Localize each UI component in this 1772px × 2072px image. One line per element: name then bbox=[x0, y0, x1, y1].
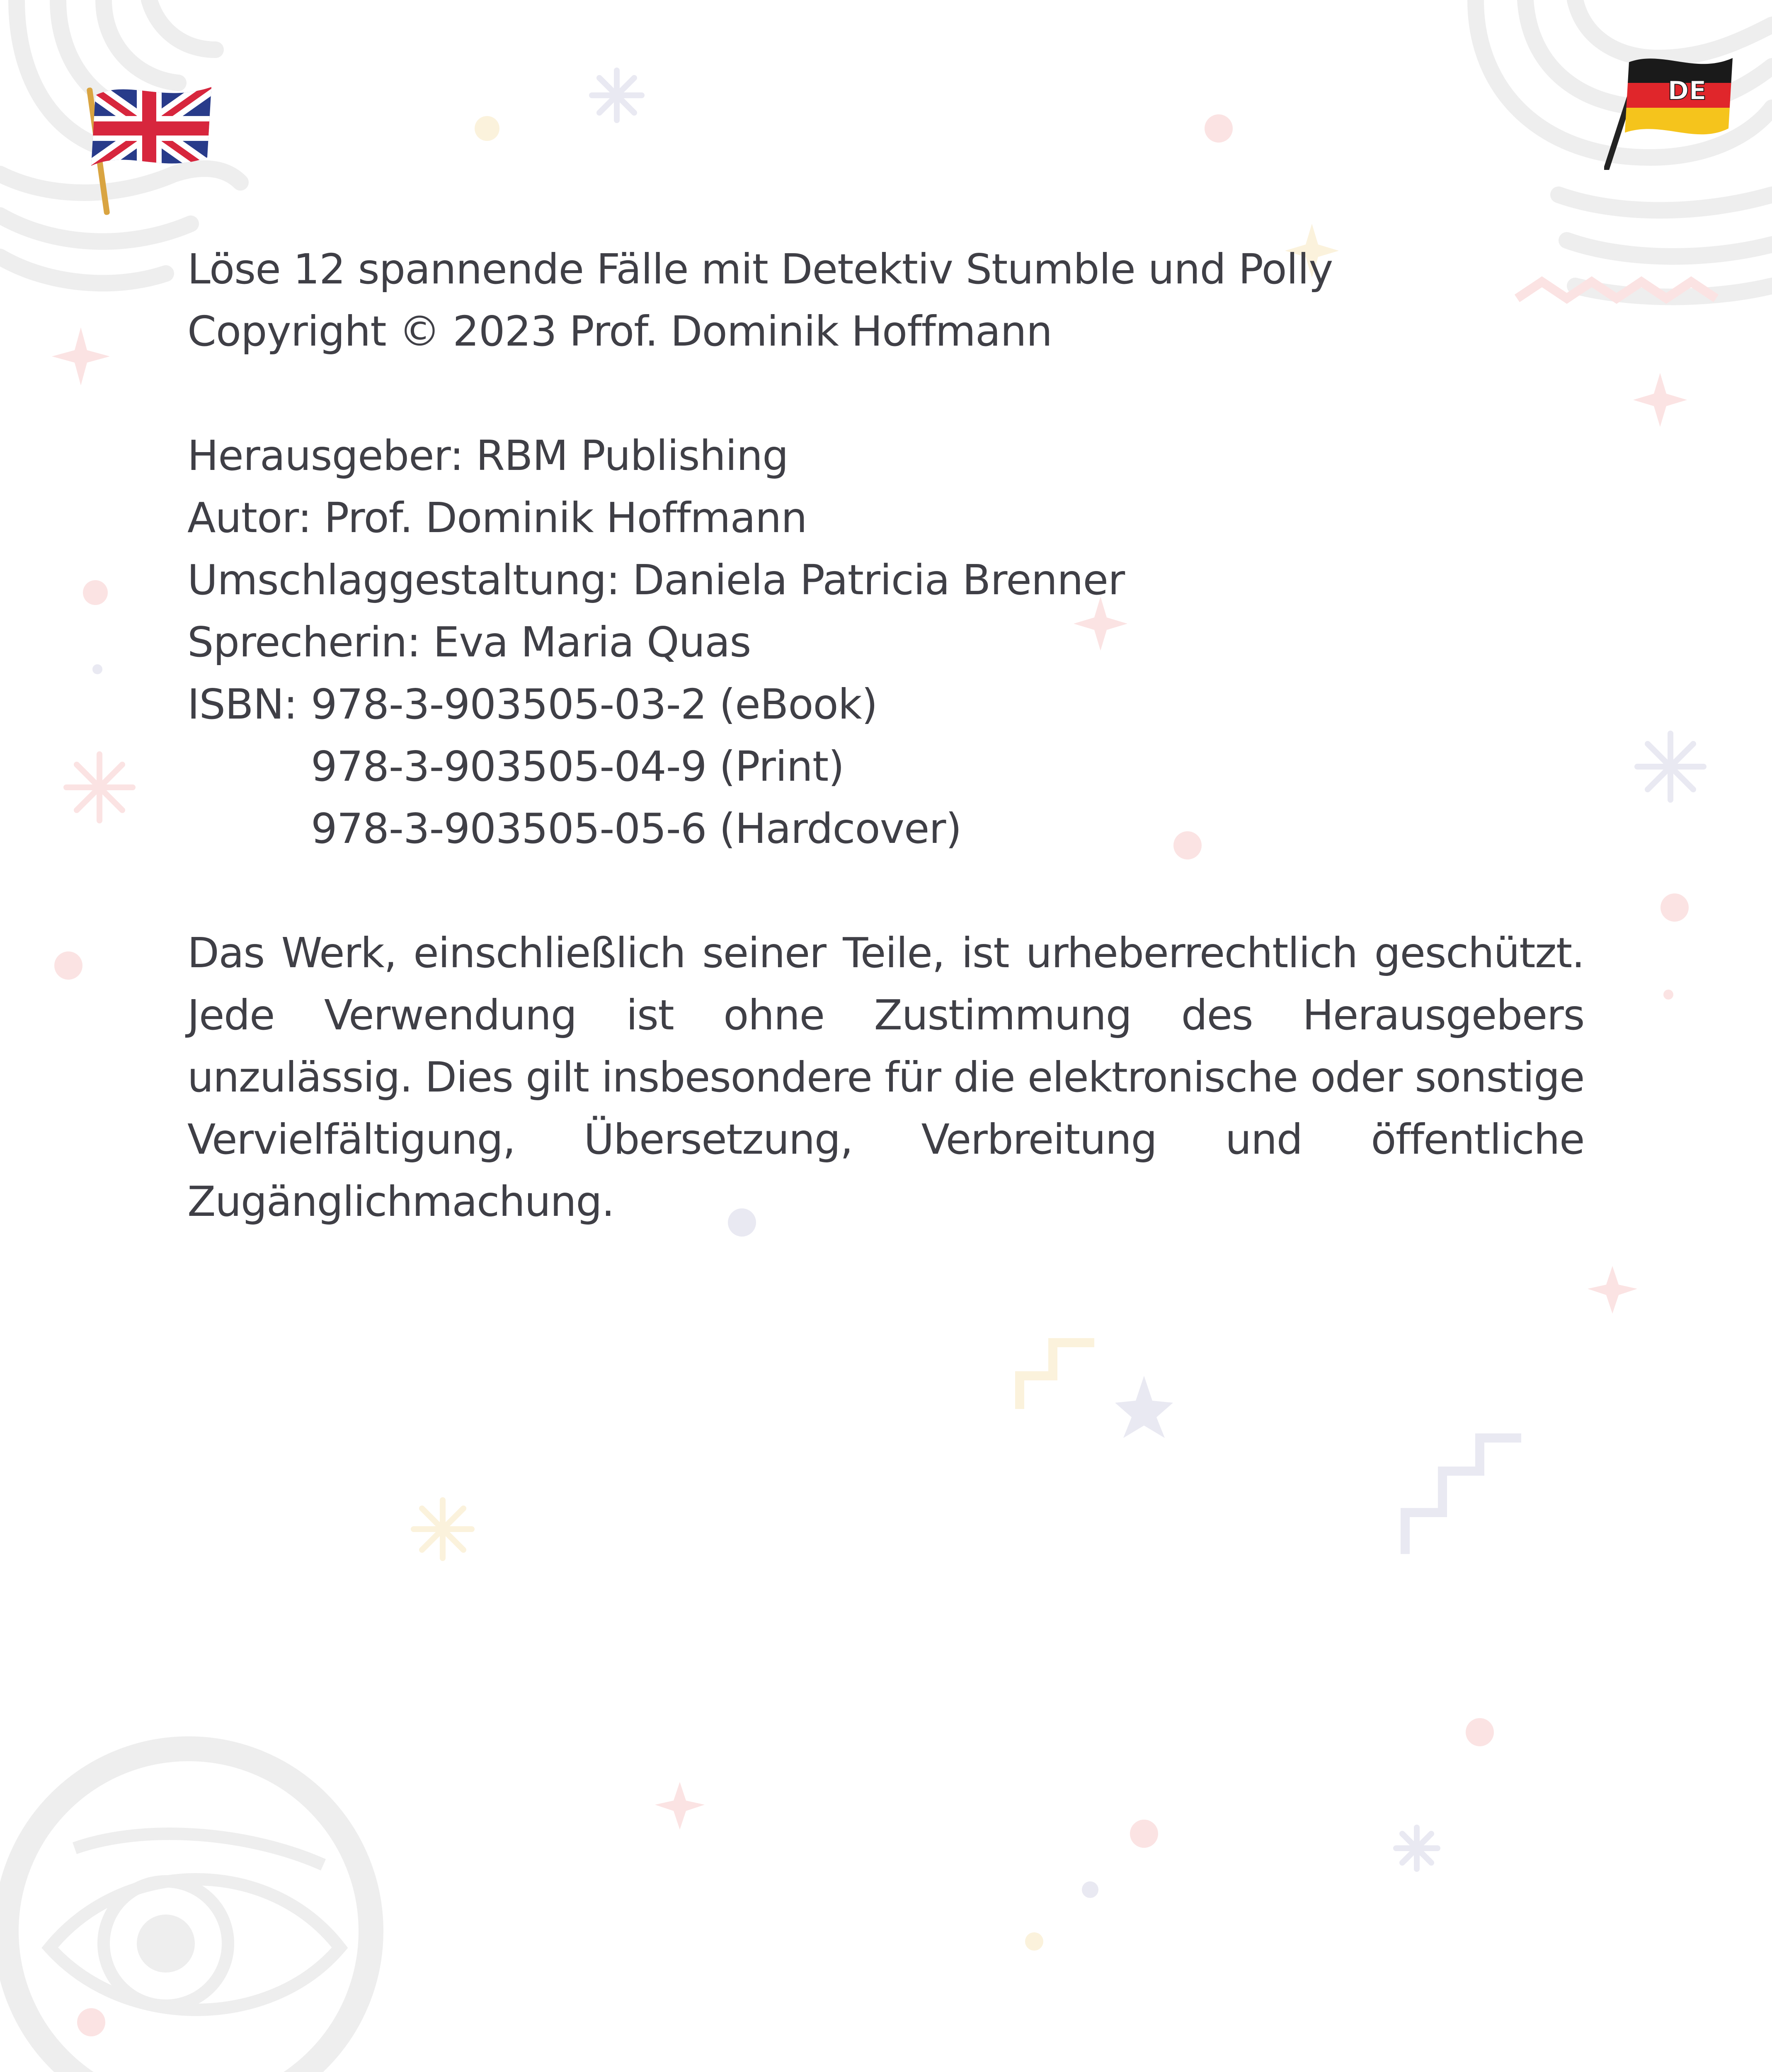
legal-notice: Das Werk, einschließlich seiner Teile, ist urheberrechtlich geschützt. Jede Verwendung ist ohne Zustimmung des Herausgebers unzulässig. Dies gilt insbesondere für die elektronische oder sonstige Vervielfältigung, Übersetzung, Verbreitung und öffentliche Zugänglichmachung. bbox=[187, 929, 1584, 1226]
imprint-text bbox=[187, 238, 1584, 1233]
flag-label: DE bbox=[1668, 75, 1707, 106]
isbn-print: 978-3-903505-04-9 (Print) bbox=[311, 742, 844, 791]
isbn-hardcover: 978-3-903505-05-6 (Hardcover) bbox=[311, 804, 962, 853]
germany-flag-icon bbox=[1604, 46, 1737, 170]
cover-design-line: Umschlaggestaltung: Daniela Patricia Brenner bbox=[187, 556, 1125, 604]
book-subtitle: Löse 12 spannende Fälle mit Detektiv Stumble und Polly bbox=[187, 245, 1333, 293]
author-line: Autor: Prof. Dominik Hoffmann bbox=[187, 494, 807, 542]
isbn-ebook: 978-3-903505-03-2 (eBook) bbox=[311, 680, 878, 729]
publisher-line: Herausgeber: RBM Publishing bbox=[187, 431, 788, 480]
isbn-row bbox=[187, 673, 1584, 736]
isbn-label: ISBN: bbox=[187, 680, 298, 729]
magnifier-eye-icon bbox=[6, 1749, 371, 2072]
uk-flag-icon bbox=[79, 79, 220, 215]
copyright-line: Copyright © 2023 Prof. Dominik Hoffmann bbox=[187, 307, 1052, 356]
narrator-line: Sprecherin: Eva Maria Quas bbox=[187, 618, 751, 666]
